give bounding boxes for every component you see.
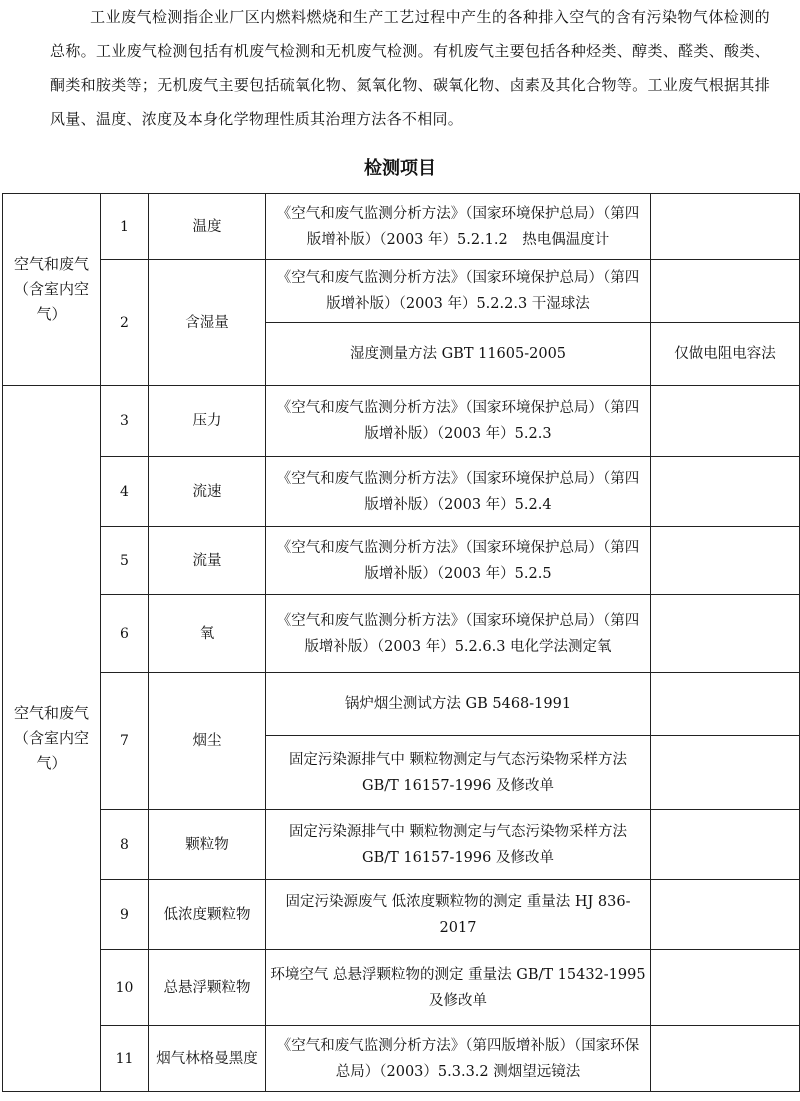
table-row [3, 880, 800, 950]
note-text [651, 673, 800, 736]
table-row [3, 673, 800, 736]
row-number: 5 [101, 527, 149, 595]
note-text [651, 736, 800, 810]
row-number: 8 [101, 810, 149, 880]
table-row [3, 810, 800, 880]
note-text [651, 950, 800, 1026]
note-text [651, 386, 800, 457]
method-text: 《空气和废气监测分析方法》（国家环境保护总局）（第四版增补版）（2003 年）5.2.4 [266, 457, 651, 527]
table-row [3, 194, 800, 260]
row-number: 10 [101, 950, 149, 1026]
method-text: 《空气和废气监测分析方法》（国家环境保护总局）（第四版增补版）（2003 年）5.2.6.3 电化学法测定氧 [266, 595, 651, 673]
category-cell: 空气和废气（含室内空气） [3, 386, 101, 1092]
item-name: 烟气林格曼黑度 [149, 1026, 266, 1092]
method-text: 《空气和废气监测分析方法》（国家环境保护总局）（第四版增补版）（2003 年）5.2.5 [266, 527, 651, 595]
table-row [3, 260, 800, 323]
note-text [651, 810, 800, 880]
method-text: 固定污染源排气中 颗粒物测定与气态污染物采样方法 GB/T 16157-1996 及修改单 [266, 810, 651, 880]
intro-text: 工业废气检测指企业厂区内燃料燃烧和生产工艺过程中产生的各种排入空气的含有污染物气体检测的总称。工业废气检测包括有机废气检测和无机废气检测。有机废气主要包括各种烃类、醇类、醛类、酸类、酮类和胺类等；无机废气主要包括硫氧化物、氮氧化物、碳氧化物、卤素及其化合物等。工业废气根据其排风量、温度、浓度及本身化学物理性质其治理方法各不相同。 [50, 8, 770, 128]
note-text [651, 194, 800, 260]
method-text: 《空气和废气监测分析方法》（国家环境保护总局）（第四版增补版）（2003 年）5.2.3 [266, 386, 651, 457]
row-number: 4 [101, 457, 149, 527]
category-cell: 空气和废气（含室内空气） [3, 194, 101, 386]
method-text: 《空气和废气监测分析方法》（第四版增补版）（国家环保总局）（2003）5.3.3.2 测烟望远镜法 [266, 1026, 651, 1092]
row-number: 11 [101, 1026, 149, 1092]
method-text: 环境空气 总悬浮颗粒物的测定 重量法 GB/T 15432-1995 及修改单 [266, 950, 651, 1026]
section-heading: 检测项目 [364, 158, 436, 179]
note-text [651, 527, 800, 595]
item-name: 低浓度颗粒物 [149, 880, 266, 950]
item-name: 流量 [149, 527, 266, 595]
item-name: 含湿量 [149, 260, 266, 386]
test-items-table [2, 193, 800, 1092]
method-text: 湿度测量方法 GBT 11605-2005 [266, 323, 651, 386]
note-text [651, 1026, 800, 1092]
note-text [651, 595, 800, 673]
method-text: 固定污染源排气中 颗粒物测定与气态污染物采样方法 GB/T 16157-1996 及修改单 [266, 736, 651, 810]
note-text: 仅做电阻电容法 [651, 323, 800, 386]
method-text: 锅炉烟尘测试方法 GB 5468-1991 [266, 673, 651, 736]
row-number: 2 [101, 260, 149, 386]
row-number: 7 [101, 673, 149, 810]
method-text: 固定污染源废气 低浓度颗粒物的测定 重量法 HJ 836-2017 [266, 880, 651, 950]
note-text [651, 260, 800, 323]
item-name: 流速 [149, 457, 266, 527]
table-row [3, 950, 800, 1026]
item-name: 压力 [149, 386, 266, 457]
method-text: 《空气和废气监测分析方法》（国家环境保护总局）（第四版增补版）（2003 年）5.2.2.3 干湿球法 [266, 260, 651, 323]
row-number: 1 [101, 194, 149, 260]
table-row [3, 527, 800, 595]
item-name: 温度 [149, 194, 266, 260]
table-row [3, 386, 800, 457]
note-text [651, 457, 800, 527]
item-name: 颗粒物 [149, 810, 266, 880]
intro-paragraph [50, 0, 770, 136]
row-number: 9 [101, 880, 149, 950]
table-row [3, 457, 800, 527]
method-text: 《空气和废气监测分析方法》（国家环境保护总局）（第四版增补版）（2003 年）5.2.1.2 热电偶温度计 [266, 194, 651, 260]
item-name: 烟尘 [149, 673, 266, 810]
item-name: 氧 [149, 595, 266, 673]
item-name: 总悬浮颗粒物 [149, 950, 266, 1026]
row-number: 6 [101, 595, 149, 673]
table-row [3, 595, 800, 673]
table-row [3, 1026, 800, 1092]
row-number: 3 [101, 386, 149, 457]
note-text [651, 880, 800, 950]
